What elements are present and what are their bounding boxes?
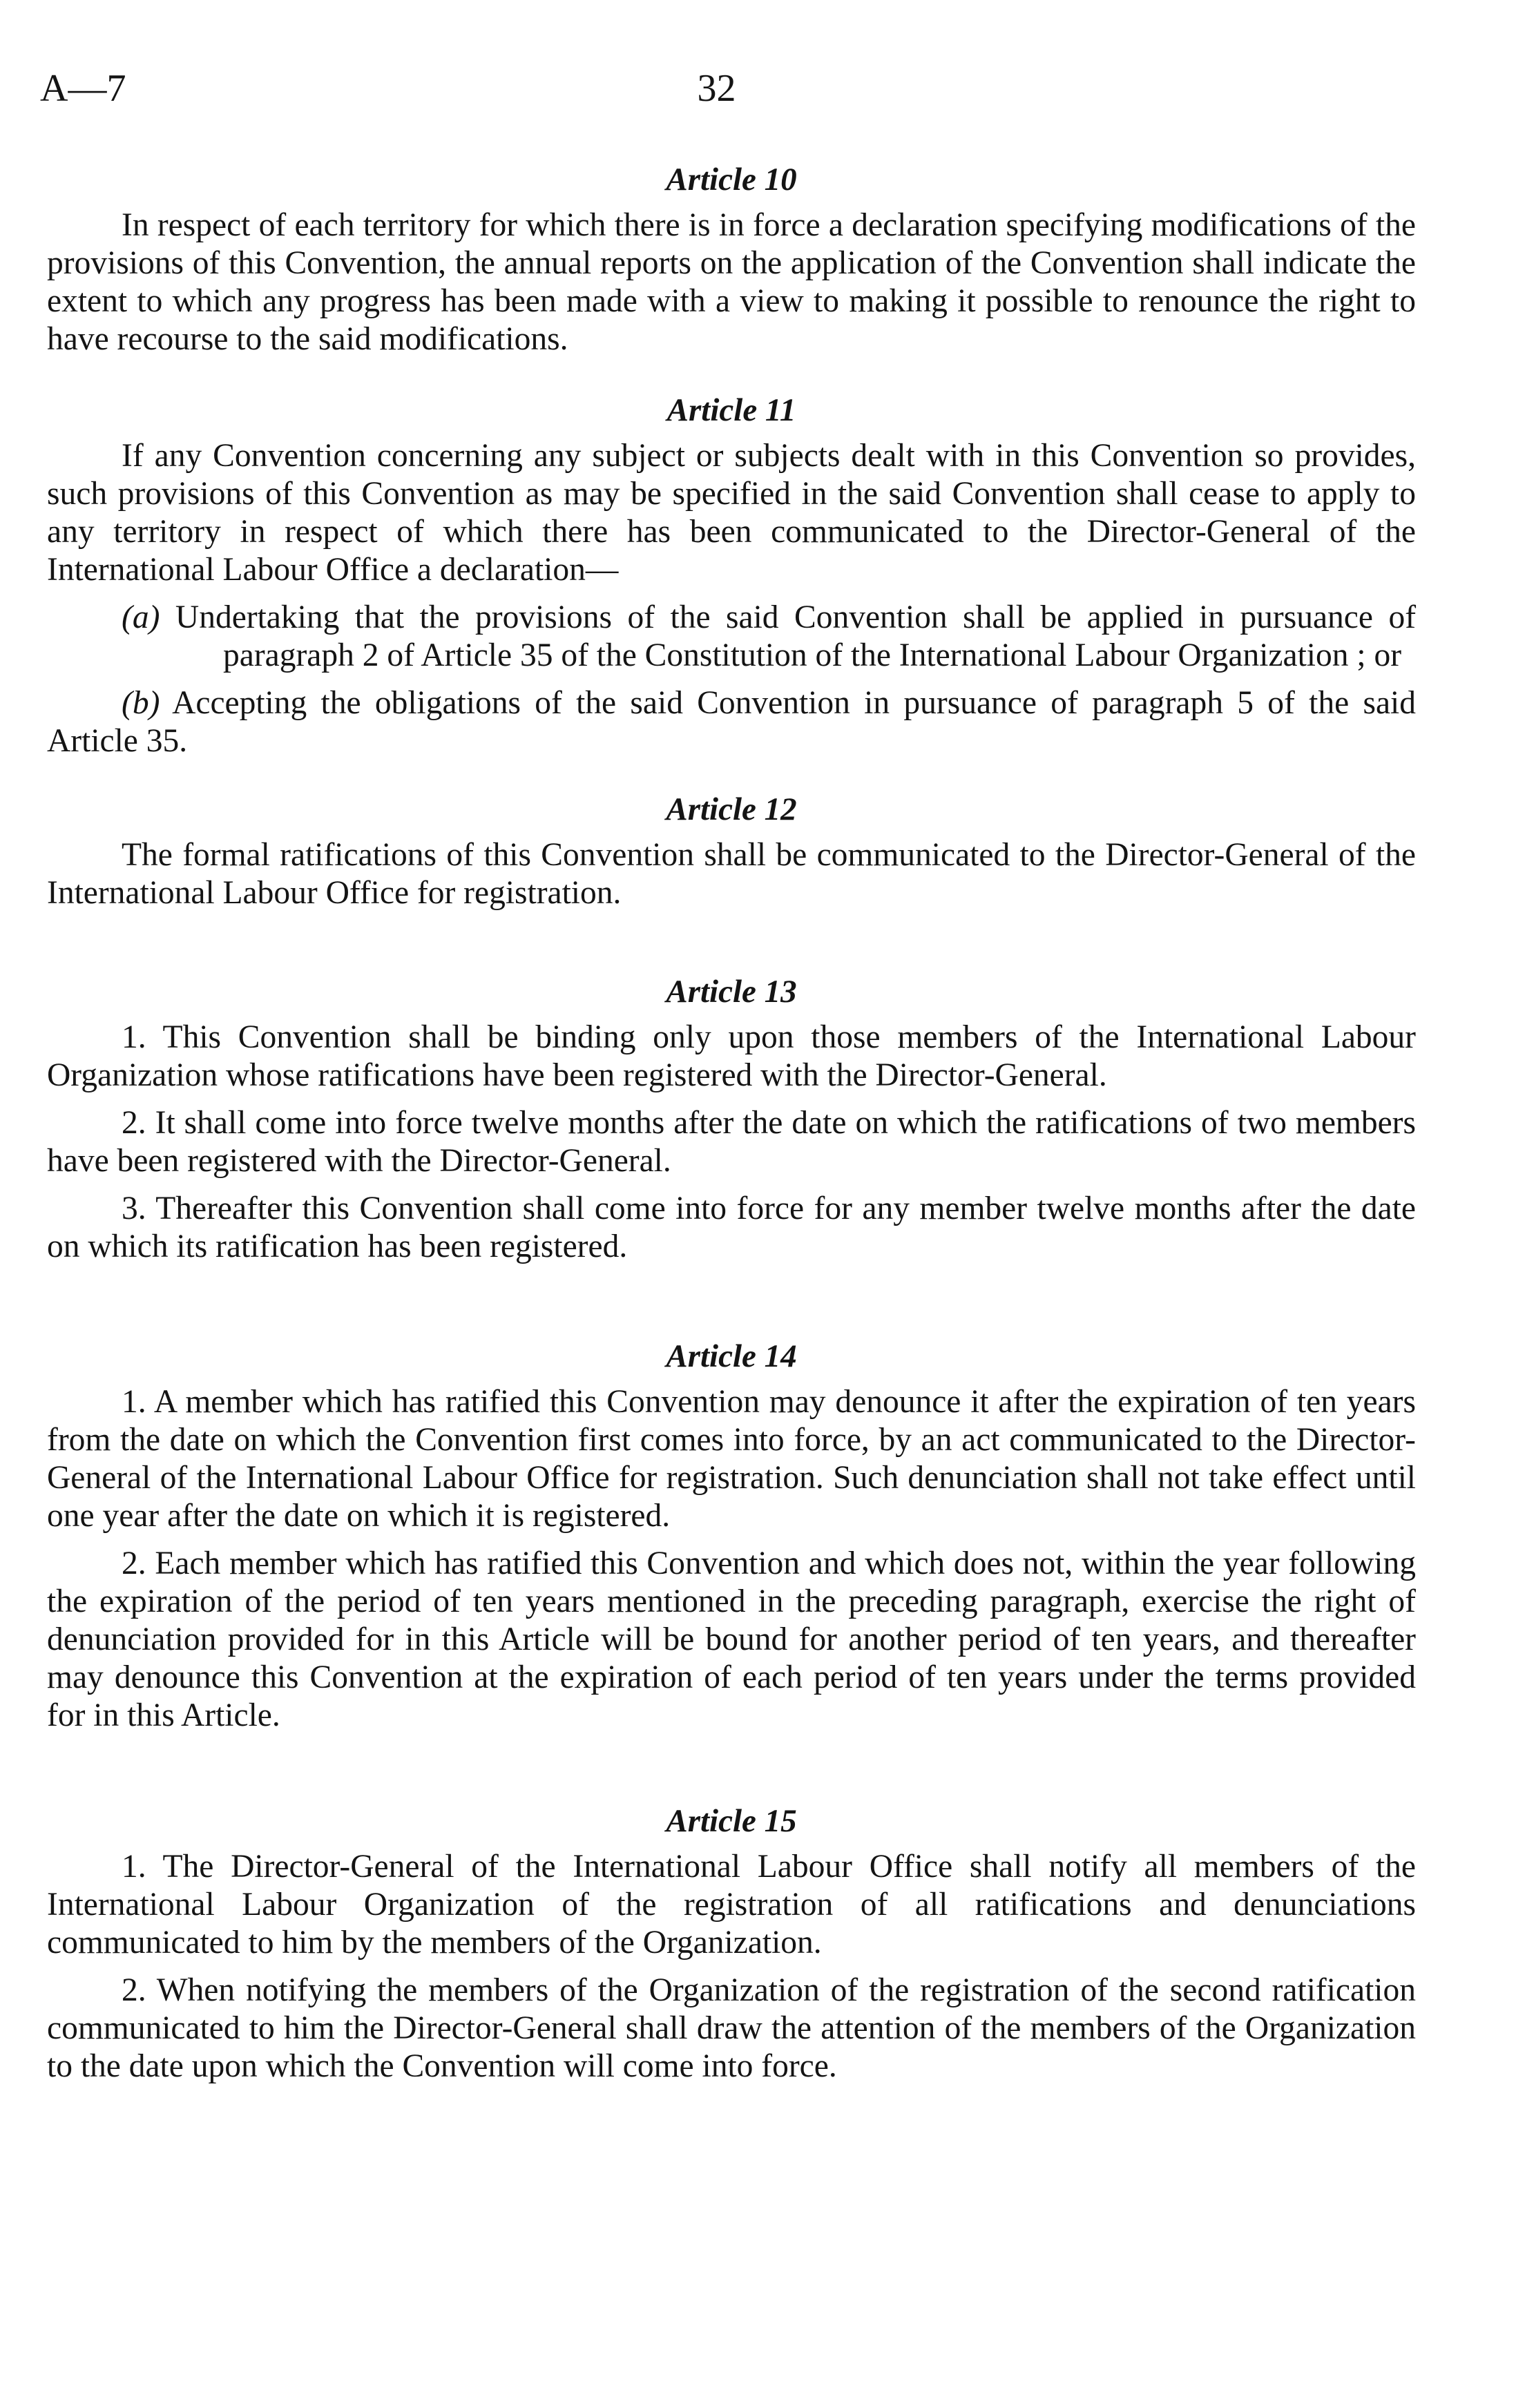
paragraph: The formal ratifications of this Convention shall be communicated to the Director-General of the International Labour Office for registration.: [47, 837, 1416, 911]
paragraph: 1. The Director-General of the International Labour Office shall notify all members of the International Labour Organization of the registration of all ratifications and denunciations communicated to him by the members of the Organization.: [47, 1849, 1416, 1961]
paragraph: If any Convention concerning any subject or subjects dealt with in this Convention so provides, such provisions of this Convention as may be specified in the said Convention shall cease to apply to any territory in respect of which there has been communicated to the Director-General of the International Labour Office a declaration—: [47, 438, 1416, 588]
clause-text: Accepting the obligations of the said Convention in pursuance of paragraph 5 of the said Article 35.: [47, 685, 1416, 759]
paragraph: 3. Thereafter this Convention shall come into force for any member twelve months after the date on which its ratification has been registered.: [47, 1191, 1416, 1264]
article-heading: Article 10: [666, 162, 797, 198]
article-10: [47, 155, 1416, 358]
page-number: 32: [697, 67, 736, 110]
clause-b: [47, 684, 1416, 760]
clause-label: (a): [122, 599, 160, 635]
article-heading: Article 15: [666, 1803, 797, 1839]
article-heading: Article 13: [666, 974, 797, 1010]
document-body: [47, 155, 1416, 2095]
clause-text: Undertaking that the provisions of the said Convention shall be applied in pursuance of paragraph 2 of Article 35 of the Constitution of the International Labour Organization ; or: [175, 599, 1417, 673]
article-14: [47, 1332, 1416, 1735]
series-code: A—7: [40, 67, 126, 110]
article-13: [47, 967, 1416, 1266]
clause-a: [47, 599, 1416, 675]
clause-label: (b): [122, 685, 160, 721]
article-heading: Article 12: [666, 791, 797, 827]
paragraph: 2. When notifying the members of the Organization of the registration of the second ratification communicated to him the Director-General shall draw the attention of the members of the Organization to the date upon which the Convention will come into force.: [47, 1972, 1416, 2084]
paragraph: 1. This Convention shall be binding only upon those members of the International Labour Organization whose ratifications have been registered with the Director-General.: [47, 1019, 1416, 1093]
article-heading: Article 11: [666, 392, 796, 428]
article-12: [47, 785, 1416, 912]
page-header: [0, 64, 1516, 126]
article-heading: Article 14: [666, 1338, 797, 1374]
paragraph: 2. Each member which has ratified this Convention and which does not, within the year following the expiration of the period of ten years mentioned in the preceding paragraph, exercise the right of denunciation provided for in this Article will be bound for another period of ten years, and thereafter may denounce this Convention at the expiration of each period of ten years under the terms provided for in this Article.: [47, 1545, 1416, 1733]
article-15: [47, 1797, 1416, 2086]
paragraph: 1. A member which has ratified this Convention may denounce it after the expiration of ten years from the date on which the Convention first comes into force, by an act communicated to the Director-General of the International Labour Office for registration. Such denunciation shall not take effect until one year after the date on which it is registered.: [47, 1384, 1416, 1534]
paragraph: 2. It shall come into force twelve months after the date on which the ratifications of two members have been registered with the Director-General.: [47, 1105, 1416, 1179]
article-11: [47, 386, 1416, 760]
paragraph: In respect of each territory for which there is in force a declaration specifying modifications of the provisions of this Convention, the annual reports on the application of the Convention shall indicate the extent to which any progress has been made with a view to making it possible to renounce the right to have recourse to the said modifications.: [47, 207, 1416, 357]
